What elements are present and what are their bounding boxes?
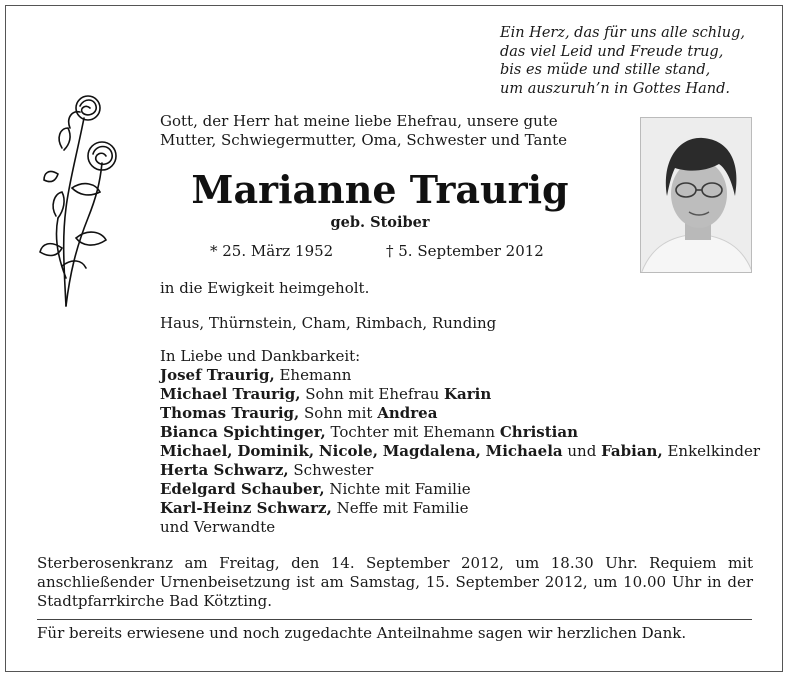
intro-line: Mutter, Schwiegermutter, Oma, Schwester und Tante — [160, 130, 568, 149]
intro-text — [160, 112, 610, 149]
mourner-line: und Verwandte — [160, 518, 276, 536]
birth-date: * 25. März 1952 — [210, 242, 334, 260]
mourner-line: Michael Traurig, Sohn mit Ehefrau Karin — [160, 385, 492, 403]
poem-line: das viel Leid und Freude trug, — [500, 43, 724, 60]
portrait-photo — [640, 117, 752, 273]
poem — [500, 24, 755, 98]
divider — [37, 619, 752, 620]
mourner-line: Thomas Traurig, Sohn mit Andrea — [160, 404, 438, 422]
poem-line: um auszuruh’n in Gottes Hand. — [500, 80, 730, 97]
mourner-line: Edelgard Schauber, Nichte mit Familie — [160, 480, 471, 498]
mourner-line: Karl-Heinz Schwarz, Neffe mit Familie — [160, 499, 469, 517]
intro-line: Gott, der Herr hat meine liebe Ehefrau, unsere gute — [160, 112, 558, 130]
places-text: Haus, Thürnstein, Cham, Rimbach, Runding — [160, 314, 497, 332]
death-date: † 5. September 2012 — [386, 242, 544, 260]
funeral-arrangements: Sterberosenkranz am Freitag, den 14. September 2012, um 18.30 Uhr. Requiem mit anschließender Urnenbeisetzung ist am Samstag, 15. September 2012, um 10.00 Uhr in der Stadtpfarrkirche Bad Kötzting. — [37, 554, 753, 610]
mourner-line: Bianca Spichtinger, Tochter mit Ehemann Christian — [160, 423, 578, 441]
mourners-list — [160, 366, 780, 537]
poem-line: bis es müde und stille stand, — [500, 62, 711, 78]
mourner-line: Josef Traurig, Ehemann — [160, 366, 352, 384]
eternity-text: in die Ewigkeit heimgeholt. — [160, 279, 370, 297]
rose-icon — [36, 88, 126, 308]
mourner-line: Herta Schwarz, Schwester — [160, 461, 374, 479]
thanks-text: Für bereits erwiesene und noch zugedachte Anteilnahme sagen wir herzlichen Dank. — [37, 624, 687, 642]
deceased-name: Marianne Traurig — [191, 167, 569, 212]
mourner-line-grandchildren: Michael, Dominik, Nicole, Magdalena, Michaela und Fabian, Enkelkinder — [160, 442, 761, 460]
mourners-intro: In Liebe und Dankbarkeit: — [160, 347, 361, 365]
maiden-name: geb. Stoiber — [330, 214, 430, 231]
poem-line: Ein Herz, das für uns alle schlug, — [500, 25, 746, 41]
